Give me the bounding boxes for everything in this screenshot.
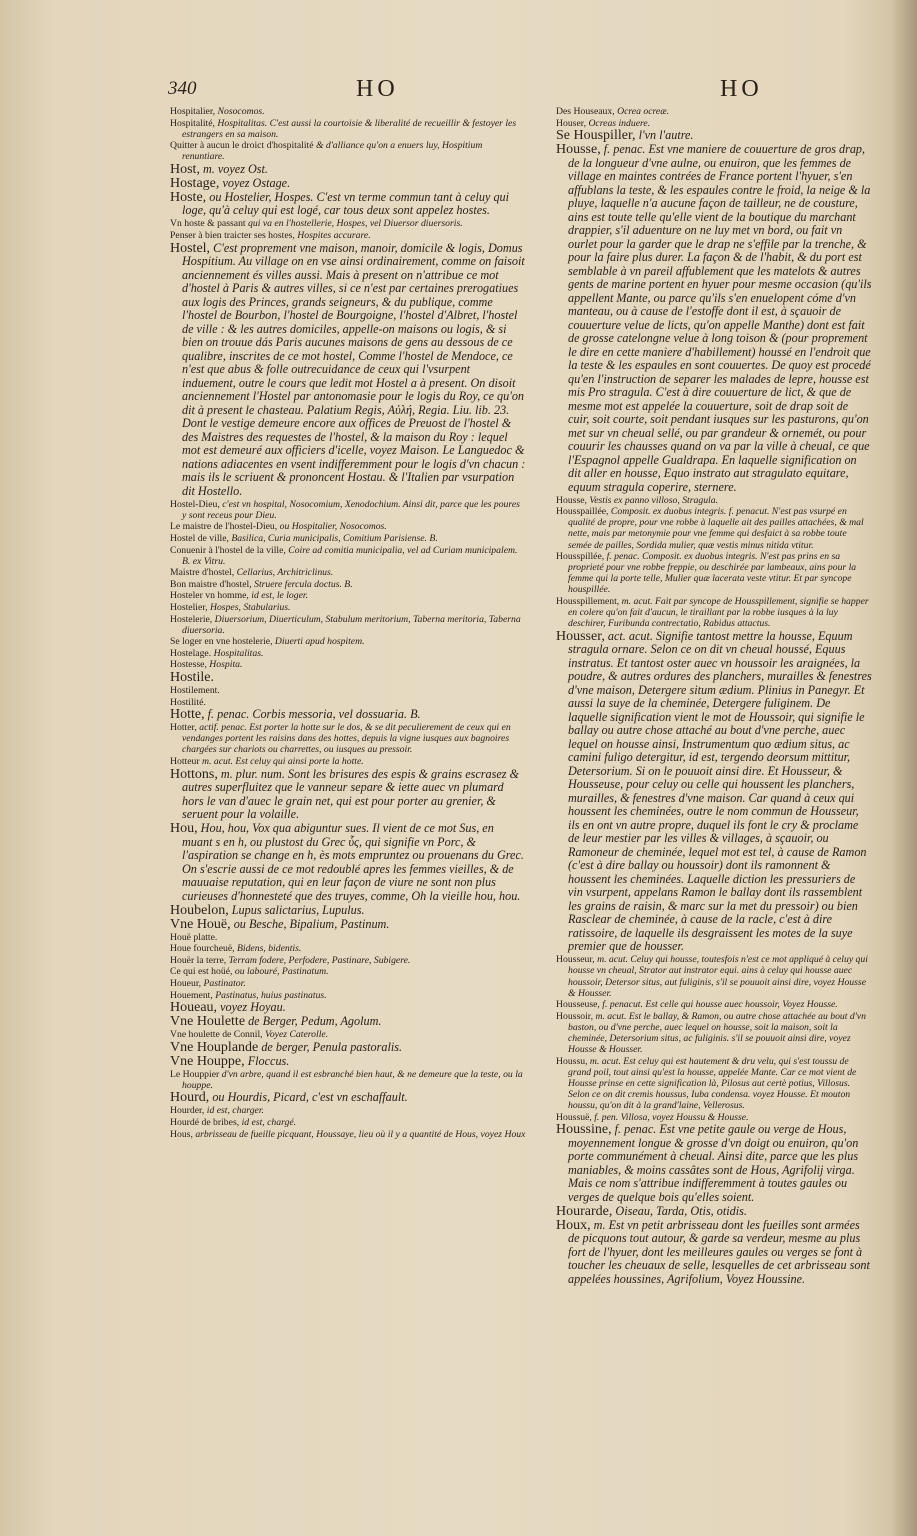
entry-headword: Hostilité. [170,696,206,708]
entry-definition: Hospites accurare. [297,230,371,242]
dictionary-entry [170,636,526,647]
entry-headword: Ce qui est hoüé, [170,966,233,978]
dictionary-entry [556,596,872,629]
entry-definition: Hospes, Stabularius. [209,602,291,613]
entry-headword: Maistre d'hostel, [170,567,235,579]
entry-definition: Hou, hou, Vox qua abiguntur sues. Il vient de ce mot Sus, en muant s en h, ou plustost du Grec ὗς, qui signifie vn Porc, & l'aspiration se change en h, ès mots empruntez ou prouenans du Grec. On s'escrie aussi de ce mot redoublé apres les femmes vieilles, & de mauuaise reputation, qui en leur façon de viure ne sont non plus curieuses d'honnesteté que des truyes, comme, Oh la vieille hou, hou. [182,821,524,903]
entry-headword: Le Houppier [170,1068,220,1080]
dictionary-entry [170,648,526,659]
dictionary-entry [170,1069,526,1091]
entry-headword: Hotter, [170,722,197,734]
dictionary-entry [556,1112,872,1123]
entry-definition: voyez Hoyau. [220,1000,286,1015]
dictionary-entry [556,1011,872,1055]
entry-definition: ou labouré, Pastinatum. [234,966,329,978]
dictionary-entry [170,614,526,636]
entry-headword: Hostile. [170,670,214,686]
entry-definition: de Berger, Pedum, Agolum. [248,1014,382,1029]
entry-headword: Hotte, [170,707,205,723]
dictionary-entry [170,106,526,117]
entry-definition: Composit. ex duobus integris. f. penacut. N'est pas vsurpé en qualité de propre, pour vne robbe à laquelle ait des pailles attachées, & mal nette, mais par metonymie pour vne femme qui desfaict à sa robbe toute semée de pailles, Sordida mulier, quæ vestis minus nitida vtitur. [568,506,864,551]
dictionary-entry [170,943,526,954]
dictionary-entry [170,955,526,966]
entry-headword: Conuenir à l'hostel de la ville, [170,544,286,556]
dictionary-entry [556,118,872,129]
dictionary-entry [170,590,526,601]
dictionary-entry [170,978,526,989]
entry-headword: Vne Houplande [170,1039,259,1055]
dictionary-entry [556,630,872,954]
entry-headword: Vn hoste & passant [170,218,246,230]
dictionary-entry [556,129,872,143]
dictionary-entry [556,143,872,494]
entry-definition: f. penac. Corbis messoria, vel dossuaria. B. [207,707,421,722]
right-column [556,106,872,1287]
entry-definition: actif. penac. Est porter la hotte sur le dos, & se dit peculierement de ceux qui en vendanges portent les raisins dans des hottes, depuis la vigne iusques aux bagnoires chargées sur chariots ou charrettes, ou iusques au pressoir. [182,722,511,756]
entry-definition: m. voyez Ost. [203,161,268,176]
entry-headword: Housspaillée, [556,506,609,518]
entry-headword: Houser, [556,117,587,129]
dictionary-entry [170,602,526,613]
entry-definition: Ocreas induere. [588,117,651,129]
entry-definition: ou Hourdis, Picard, c'est vn eschaffault. [212,1090,408,1105]
entry-headword: Hospitalier, [170,106,216,117]
dictionary-entry [170,1117,526,1128]
entry-headword: Houeur, [170,978,202,989]
entry-definition: f. penac. Est vne maniere de couuerture de gros drap, de la longueur d'vne aulne, ou enuiron, que les femmes de village en maintes contrées de France portent l'hyuer, s'en affublans la teste, & les espaules contre le froid, la neige & la pluye, laquelle n'a aucune façon de tailleur, ne de cousture, ains est toute telle qu'elle vient de la boutique du marchant drappier, s'il aduenture on ne luy met vn bord, ou fait vn ourlet pour la garder que le drap ne s'effile par la trenche, & pour la faire plus durer. La façon & de l'habit, & du port est semblable à vn pareil affublement que les matelots & autres gents de marine portent en hyuer pour mesme occasion (qu'ils appellent Mante, ou parce qu'ils s'en enuelopent cóme d'vn manteau, ou à cause de l'estoffe dont il est, à sçauoir de couuerture velue de licts, qu'on appelle Manthe) dont est fait de grosse catelongne velue à long toison & (pour proprement le dire en cette maniere d'habillement) houssé en l'endroit que la teste & les espaules en sont couuertes. De quoy est procedé qu'en l'instruction de separer les malades de lepre, housse est mis Pro stragula. C'est à dire couuerture de lict, & que de mesme mot est appelée la couuerture, soit de drap soit de cuir, soit courte, soit pendant iusques sur les pasturons, qu'on met sur vn cheual sellé, ou par grandeur & ornemét, ou pour couurir les chausses quand on va par la ville à cheual, ce que l'Espagnol appelle Gualdrapa. En laquelle signification on dit aller en housse, Equo instrato aut stragulato equitare, equum stragula coperire, sternere. [568,142,872,494]
entry-headword: Hostelerie, [170,613,213,625]
dictionary-entry [170,242,526,499]
entry-headword: Se Houspiller, [556,128,636,144]
entry-definition: Diuersorium, Diuerticulum, Stabulum meritorium, Taberna meritoria, Taberna diuersoria. [182,613,521,636]
page-fold-shadow [891,0,917,1536]
entry-headword: Housspillée, [556,551,605,563]
entry-headword: Houe fourcheuë, [170,943,235,955]
entry-definition: m. acut. Est celuy qui ainsi porte la hotte. [202,756,364,768]
entry-headword: Hostel-Dieu, [170,498,220,510]
entry-headword: Vne Houppe, [170,1053,245,1069]
entry-definition: m. plur. num. Sont les brisures des espis & grains escrasez & autres superfluitez que le vanneur separe & iette auec vn plumard hors le van d'auec le grain net, qui est pour porter au grenier, & seruent pour la volaille. [182,766,520,822]
dictionary-entry [170,1091,526,1105]
entry-definition: act. acut. Signifie tantost mettre la housse, Equum stragula ornare. Selon ce on dit vn cheual houssé, Equus instratus. Et tantost oster auec vn houssoir les araignées, la poudre, & autres ordures des planchers, murailles & fenestres d'vne maison, Detergere situm ædium. Plinius in Panegyr. Et aussi la suye de la cheminée, Detergere fuliginem. De laquelle signification vient le mot de Houssoir, qui signifie le ballay ou autre chose attaché au bout d'vne perche, auec lequel on housse ainsi, Instrumentum quo ædium situs, ac camini fuligo detergitur, id est, tergendo deorsum mittitur, Detersorium. Si on le pouuoit ainsi dire. Et Housseur, & Housseuse, pour celuy ou celle qui houssent les planchers, murailles, & fenestres d'vne maison. Car quand à ceux qui houssent les cheminées, outre le nom commun de Housseur, ils en ont vn autre propre, duquel ils font le cry & proclame de leur mestier par les villes & villages, à sçauoir, ou Ramoneur de cheminée, lequel mot est tel, à cause de Ramon (c'est à dire ballay ou houssoir) dont ils ramonnent & houssent les cheminées. Laquelle diction les pressuriers de vin vsurpent, appelans Ramon le ballay dont ils rassemblent les grains de raisin, & marc sur la met du pressoir) ou bien Rasclear de cheminée, à cause de la racle, c'est à dire ratissoire, de laquelle ils desgraissent les motes de la suye premier que de housser. [568,628,872,954]
entry-definition: Cellarius, Architriclinus. [236,567,334,579]
entry-headword: Hou, [170,821,198,837]
entry-definition: m. acut. Est celuy qui est hautement & dru velu, qui s'est toussu de grand poil, tout ainsi qu'est la housse, appelée Mante. Car ce mot vient de Housse prinse en cette signification là, Pilosus aut certè potius, Villosus. Selon ce on dit cremis houssus, Iuba condensa. voyez Housse. Et mouton houssu, qu'on dit à la grand'laine, Vellerosus. [568,1055,857,1112]
dictionary-entry [170,545,526,567]
dictionary-entry [170,918,526,932]
dictionary-entry [170,1105,526,1116]
entry-definition: Hospita. [209,659,243,671]
entry-definition: m. acut. Celuy qui housse, toutesfois n'est ce mot appliqué à celuy qui housse vn cheual, Strator aut instrator equi. ains à celuy qui housse auec houssoir, Detersor situs, aut fuliginis, s'il se pouuoit ainsi dire, voyez Housse & Housser. [568,954,868,999]
entry-definition: Pastinatus, huius pastinatus. [215,989,327,1001]
entry-headword: Housseuse, [556,999,600,1011]
entry-definition: m. acut. Fait par syncope de Housspillement, signifie se happer en colere qu'on fait d'aucun, le tiraillant par la robbe iusques à la luy deschirer, Furibunda contrectatio, Rabidus attactus. [568,596,869,630]
entry-headword: Hoste, [170,189,207,205]
dictionary-entry [170,118,526,140]
entry-definition: m. acut. Est le ballay, & Ramon, ou autre chose attachée au bout d'vn baston, ou d'vne perche, auec lequel on housse, soit la maison, soit la cheminée, Detersorium situs, ac fuliginis. s'il se pouuoit ainsi dire, voyez Housse & Housser. [568,1010,866,1056]
dictionary-entry [170,1029,526,1040]
entry-headword: Houër la terre, [170,954,227,966]
entry-headword: Penser à bien traicter ses hostes, [170,230,295,242]
entry-headword: Vne Houlette [170,1014,246,1030]
entry-headword: Hous, [170,1128,193,1140]
entry-definition: Voyez Caterolle. [264,1029,329,1041]
dictionary-entry [170,685,526,696]
dictionary-entry [170,756,526,767]
entry-definition: Lupus salictarius, Lupulus. [231,902,365,917]
entry-definition: ou Hostelier, Hospes. C'est vn terme commun tant à celuy qui loge, qu'à celuy qui est logé, car tous deux sont appelez hostes. [182,189,510,218]
dictionary-entry [170,567,526,578]
entry-definition: Diuerti apud hospitem. [274,636,365,648]
entry-headword: Hostel de ville, [170,532,229,544]
entry-headword: Le maistre de l'hostel-Dieu, [170,521,278,533]
dictionary-entry [170,140,526,162]
entry-definition: Pastinator. [203,978,246,989]
entry-definition: Bidens, bidentis. [236,943,302,955]
entry-definition: de berger, Penula pastoralis. [261,1039,403,1054]
entry-definition: Nosocomos. [217,106,265,117]
entry-headword: Hottons, [170,766,218,782]
entry-definition: l'vn l'autre. [638,128,694,143]
entry-definition: C'est proprement vne maison, manoir, domicile & logis, Domus Hospitium. Au village on en vse ainsi ordinairement, comme on faisoit anciennement és villes aussi. Mais à present on n'attribue ce mot d'hostel à Paris & autres villes, si ce n'est par certaines prerogatiues aux logis des Princes, grands seigneurs, & du publique, comme l'hostel de Bourbon, l'hostel de Bourgoigne, l'hostel d'Albret, l'hostel de ville : & les autres domiciles, appelle-on maisons ou logis, & si bien on trouue dás Paris aucunes maisons de gens au dessous de ce qualibre, inscrites de ce mot hostel, Comme l'hostel de Mendoce, ce n'est que abus & folle outrecuidance de ceux qui l'vsurpent induement, outre le cours que ledit mot Hostel a à present. On disoit anciennement l'Hostel par antonomasie pour le logis du Roy, ce qu'on dit à present le chasteau. Palatium Regis, Αὐλή, Regia. Liu. lib. 23. Dont le vestige demeure encore aux offices de Preuost de l'hostel & des Maistres des requestes de l'hostel, & la maison du Roy : lequel mot est demeuré aux officiers d'icelle, voyez Maison. Le Languedoc & nations adiacentes en vsent indifferemment pour le logis d'vn chacun : mais ils le scriuent & prononcent Hostau. & l'Italien par vsurpation dit Hostello. [182,240,526,498]
entry-headword: Hospitalité, [170,117,215,129]
dictionary-entry [170,990,526,1001]
dictionary-entry [170,499,526,521]
entry-headword: Hosteler vn homme, [170,590,249,602]
entry-headword: Houbelon, [170,902,229,918]
entry-headword: Hourdé de bribes, [170,1117,240,1129]
dictionary-entry [556,1219,872,1287]
left-column [170,106,526,1140]
entry-headword: Hostilement. [170,685,220,697]
entry-headword: Housse, [556,494,587,506]
left-running-head: HO [356,76,399,102]
entry-definition: Terram fodere, Perfodere, Pastinare, Subigere. [228,954,411,966]
entry-definition: voyez Ostage. [222,175,291,190]
entry-headword: Housseur, [556,954,595,966]
entry-headword: Vne Houë, [170,916,231,932]
dictionary-entry [170,1055,526,1069]
dictionary-entry [170,1001,526,1015]
entry-definition: f. penac. Composit. ex duobus integris. N'est pas prins en sa proprieté pour vne robbe freppie, ou deschirée par lambeaux, ains pour la femme qui la porte telle, Mulier quæ lacerata veste vtitur. Et par syncope houspillée. [568,551,857,596]
entry-definition: Oiseau, Tarda, Otis, otidis. [615,1203,747,1218]
entry-headword: Hostelage. [170,647,212,659]
entry-headword: Hostelier, [170,602,208,613]
dictionary-entry [170,904,526,918]
dictionary-entry [556,495,872,506]
entry-headword: Hourd, [170,1090,210,1106]
entry-headword: Housser, [556,628,605,644]
entry-definition: id est, le loger. [251,590,309,602]
entry-headword: Quitter à aucun le droict d'hospitalité [170,140,314,152]
entry-headword: Houssoir, [556,1010,594,1022]
entry-definition: ou Hospitalier, Nosocomos. [279,521,387,533]
entry-definition: arbrisseau de fueille picquant, Houssaye, lieu où il y a quantité de Hous, voyez Houx [195,1128,526,1140]
entry-headword: Bon maistre d'hostel, [170,578,252,590]
entry-headword: Housspillement, [556,596,620,608]
entry-definition: f. pen. Villosa, voyez Houssu & Housse. [594,1111,749,1123]
dictionary-entry [170,177,526,191]
entry-headword: Houement, [170,989,213,1001]
dictionary-entry [170,671,526,685]
dictionary-entry [170,822,526,903]
entry-definition: id est, charger. [206,1105,264,1117]
entry-headword: Houë platte. [170,931,218,943]
entry-definition: f. penacut. Est celle qui housse auec houssoir, Voyez Housse. [602,999,838,1011]
entry-headword: Vne houlette de Connil, [170,1029,263,1041]
entry-headword: Houssuë, [556,1111,592,1123]
entry-headword: Houssu, [556,1055,588,1067]
entry-definition: c'est vn hospital, Nosocomium, Xenodochium. Ainsi dit, parce que les poures y sont receus pour Dieu. [182,498,520,521]
dictionary-entry [170,1015,526,1029]
entry-headword: Hourarde, [556,1203,613,1219]
right-running-head: HO [720,76,763,102]
entry-headword: Hostel, [170,240,211,256]
dictionary-entry [170,966,526,977]
dictionary-entry [556,954,872,998]
dictionary-entry [556,506,872,550]
dictionary-entry [170,191,526,218]
entry-definition: f. penac. Est vne petite gaule ou verge de Hous, moyennement longue & grosse d'vn doigt ou enuiron, qu'on porte communément à cheual. Ainsi dite, parce que les plus maniables, & moins cassâtes sont de Hous, Agrifolij virga. Mais ce nom s'attribue indifferemment à toutes gaules ou verges de quelque bois qu'elles soient. [568,1122,859,1204]
dictionary-entry [556,551,872,595]
entry-definition: ou Besche, Bipalium, Pastinum. [233,916,390,931]
entry-definition: id est, chargé. [241,1117,297,1129]
entry-definition: & d'alliance qu'on a enuers luy, Hospitium renuntiare. [182,140,483,163]
dictionary-entry [170,579,526,590]
dictionary-entry [170,1129,526,1140]
entry-headword: Houx, [556,1217,591,1233]
entry-headword: Hostesse, [170,659,207,671]
entry-definition: Vestis ex panno villoso, Stragula. [589,494,718,506]
dictionary-entry [556,1205,872,1219]
page-number: 340 [168,78,197,99]
entry-headword: Host, [170,161,200,177]
dictionary-entry [170,521,526,532]
dictionary-entry [556,999,872,1010]
entry-definition: Basilica, Curia municipalis, Comitium Parisiense. B. [231,532,438,544]
entry-definition: m. Est vn petit arbrisseau dont les fueilles sont armées de picquons tout autour, & garde sa verdeur, mesme au plus fort de l'hyuer, dont les meilleures gaules ou verges se font à toucher les cheuaux de selle, lesquelles de cet arbrisseau sont appelées houssines, Agrifolium, Voyez Houssine. [568,1217,870,1286]
dictionary-entry [170,163,526,177]
entry-definition: Coire ad comitia municipalia, vel ad Curiam municipalem. B. ex Vitru. [182,544,518,567]
dictionary-entry [170,218,526,229]
entry-headword: Hostage, [170,175,220,191]
entry-definition: Floccus. [247,1053,290,1068]
entry-definition: Struere fercula doctus. B. [254,578,353,590]
dictionary-entry [170,659,526,670]
entry-headword: Se loger en vne hostelerie, [170,636,273,648]
entry-definition: Ocrea ocreæ. [617,106,670,117]
running-header [168,76,808,104]
entry-headword: Housse, [556,142,601,158]
dictionary-entry [170,1041,526,1055]
dictionary-entry [556,1056,872,1111]
dictionary-entry [556,1123,872,1204]
entry-headword: Houssine, [556,1122,612,1138]
dictionary-entry [170,697,526,708]
dictionary-entry [170,533,526,544]
entry-definition: qui va en l'hostellerie, Hospes, vel Diuersor diuersoris. [248,218,463,230]
entry-headword: Houeau, [170,1000,218,1016]
entry-definition: d'vn arbre, quand il est esbranché bien haut, & ne demeure que la teste, ou la houppe. [182,1068,523,1091]
dictionary-entry [556,106,872,117]
entry-definition: Hospitalitas. [213,647,264,659]
dictionary-entry [170,230,526,241]
dictionary-entry [170,768,526,822]
dictionary-entry [170,708,526,722]
dictionary-entry [170,932,526,943]
entry-headword: Des Houseaux, [556,106,615,117]
entry-definition: Hospitalitas. C'est aussi la courtoisie & liberalité de recueillir & festoyer les estrangers en sa maison. [182,117,517,140]
entry-headword: Hotteur [170,756,200,768]
dictionary-entry [170,722,526,755]
entry-headword: Hourder, [170,1105,205,1117]
